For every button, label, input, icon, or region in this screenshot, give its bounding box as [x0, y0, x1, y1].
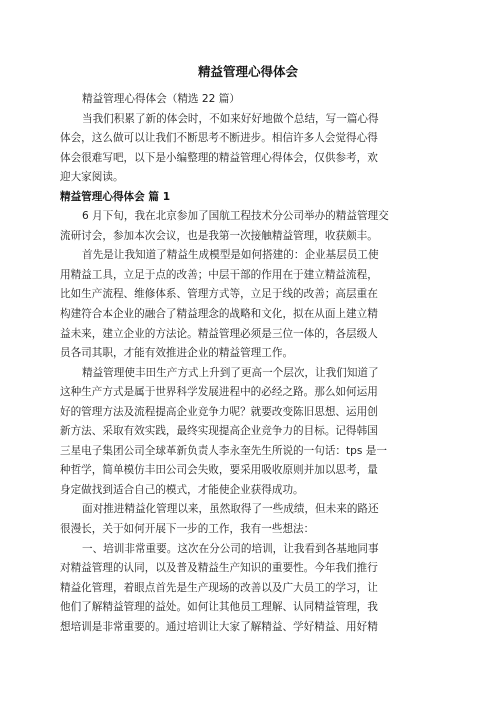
paragraph-line: 益未来，建立企业的方法论。精益管理必须是三位一体的，各层级人: [60, 327, 378, 340]
paragraph-line: 精益化管理，着眼点首先是生产现场的改善以及广大员工的学习，让: [60, 581, 378, 594]
paragraph-line: 流研讨会，参加本次会议，也是我第一次接触精益管理，收获颇丰。: [60, 229, 378, 242]
paragraph-line: 对精益管理的认同，以及普及精益生产知识的重要性。今年我们推行: [60, 562, 378, 575]
paragraph-line: 想培训是非常重要的。通过培训让大家了解精益、学好精益、用好精: [60, 620, 378, 633]
intro-line: 迎大家阅读。: [60, 171, 124, 184]
document-title: 精益管理心得体会: [197, 64, 298, 79]
paragraph-line: 这种生产方式是属于世界科学发展进程中的必经之路。那么如何运用: [60, 386, 378, 399]
section-heading: 精益管理心得体会 篇 1: [60, 190, 171, 203]
intro-line: 当我们积累了新的体会时，不如来好好地做个总结，写一篇心得: [82, 112, 379, 125]
paragraph-line: 员各司其职，才能有效推进企业的精益管理工作。: [60, 347, 294, 360]
paragraph-line: 种哲学，简单模仿丰田公司会失败，要采用吸收原则并加以思考，量: [60, 464, 378, 477]
paragraph-line: 精益管理使丰田生产方式上升到了更高一个层次，让我们知道了: [82, 366, 379, 379]
paragraph-line: 身定做找到适合自己的模式，才能使企业获得成功。: [60, 483, 304, 496]
paragraph-line: 新方法、采取有效实践，最终实现提高企业竞争力的目标。记得韩国: [60, 425, 378, 438]
paragraph-line: 他们了解精益管理的益处。如何让其他员工理解、认同精益管理，我: [60, 601, 378, 614]
paragraph-line: 三星电子集团公司全球革新负责人李永奎先生所说的一句话：tps 是一: [60, 444, 387, 457]
intro-line: 体会很难写吧，以下是小编整理的精益管理心得体会，仅供参考，欢: [60, 151, 378, 164]
paragraph-line: 用精益工具，立足于点的改善；中层干部的作用在于建立精益流程，: [60, 268, 378, 281]
document-body: [60, 90, 444, 637]
paragraph-line: 比如生产流程、维修体系、管理方式等，立足于线的改善；高层重在: [60, 288, 378, 301]
paragraph-line: 首先是让我知道了精益生成模型是如何搭建的：企业基层员工使: [82, 249, 379, 262]
intro-line: 体会，这么做可以让我们不断思考不断进步。相信许多人会觉得心得: [60, 132, 378, 145]
paragraph-line: 6 月下旬，我在北京参加了国航工程技术分公司举办的精益管理交: [82, 210, 389, 223]
paragraph-line: 构建符合本企业的融合了精益理念的战略和文化，拟在从面上建立精: [60, 308, 378, 321]
intro-line: 精益管理心得体会（精选 22 篇）: [82, 93, 240, 105]
paragraph-line: 很漫长，关于如何开展下一步的工作，我有一些想法：: [60, 523, 315, 536]
paragraph-line: 好的管理方法及流程提高企业竞争力呢？就要改变陈旧思想、运用创: [60, 405, 378, 418]
paragraph-line: 一、培训非常重要。这次在分公司的培训，让我看到各基地同事: [82, 542, 379, 555]
paragraph-line: 面对推进精益化管理以来，虽然取得了一些成绩，但未来的路还: [82, 503, 379, 516]
